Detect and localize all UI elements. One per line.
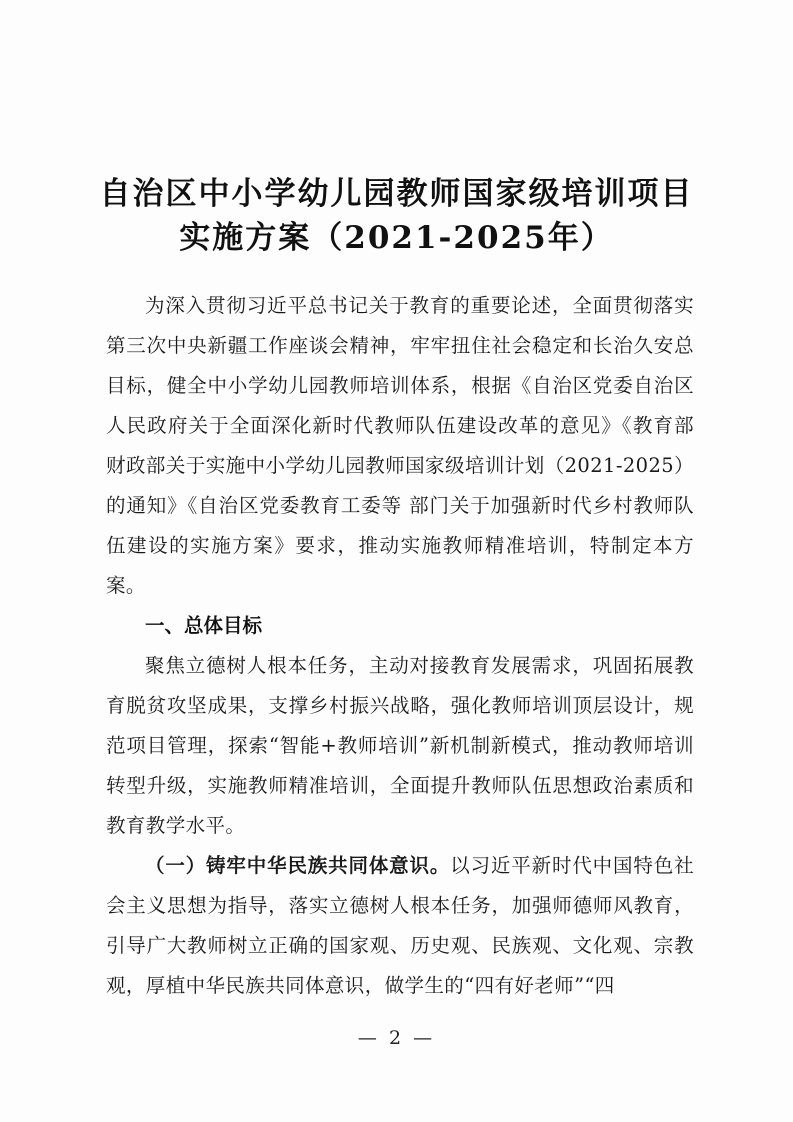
page-number: — 2 — xyxy=(357,1027,436,1049)
section1-heading: 一、总体目标 xyxy=(145,614,263,637)
subsection1-text: 以习近平新时代中国特色社会主义思想为指导，落实立德树人根本任务，加强师德师风教育，引导广大教师树立正确的国家观、历史观、民族观、文化观、宗教观，厚植中华民族共同体意识，做学生的“四有好老师”“四 xyxy=(106,854,694,997)
document-body xyxy=(106,286,694,1006)
subsection1-heading: （一）铸牢中华民族共同体意识。 xyxy=(145,854,451,877)
document-title-line1: 自治区中小学幼儿园教师国家级培训项目 xyxy=(99,176,694,212)
subsection1-paragraph xyxy=(106,846,694,1006)
section1-paragraph: 聚焦立德树人根本任务，主动对接教育发展需求，巩固拓展教育脱贫攻坚成果，支撑乡村振兴战略，强化教师培训顶层设计，规范项目管理，探索“智能+教师培训”新机制新模式，推动教师培训转型升级，实施教师精准培训，全面提升教师队伍思想政治素质和教育教学水平。 xyxy=(106,654,694,837)
intro-paragraph: 为深入贯彻习近平总书记关于教育的重要论述，全面贯彻落实第三次中央新疆工作座谈会精神，牢牢扭住社会稳定和长治久安总目标，健全中小学幼儿园教师培训体系，根据《自治区党委自治区人民政府关于全面深化新时代教师队伍建设改革的意见》《教育部 财政部关于实施中小学幼儿园教师国家级培训计划（2021-2025）的通知》《自治区党委教育工委等 部门关于加强新时代乡村教师队伍建设的实施方案》要求，推动实施教师精准培训，特制定本方案。 xyxy=(106,294,694,597)
document-title-line2: 实施方案（2021-2025年） xyxy=(179,220,614,256)
